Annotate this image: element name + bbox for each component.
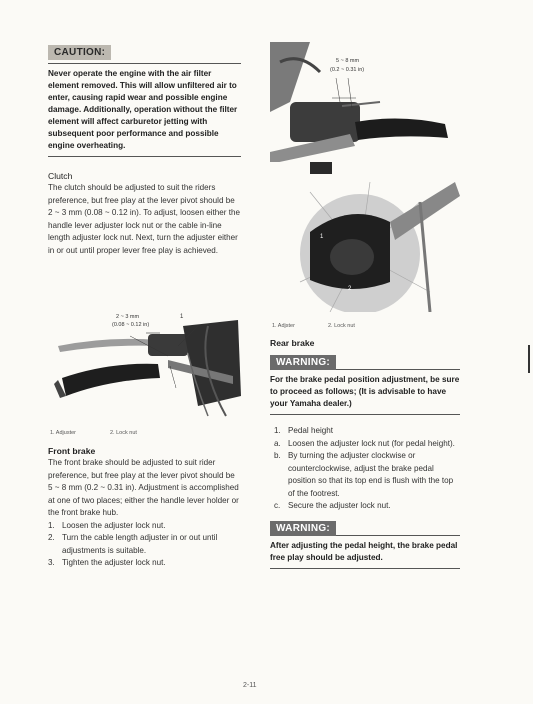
- rear-callout-2: 2: [348, 286, 352, 292]
- list-item: c. Secure the adjuster lock nut.: [274, 501, 391, 510]
- clutch-caption-adjuster: 1. Adjuster: [50, 430, 76, 436]
- caution-text: Never operate the engine with the air filter element removed. This will allow unfiltered air to enter, causing rapid wear and possible engine damage. Additionally, operation without the filter element will affect carburetor jetting with subsequent poor performance and possible engine overheating.: [48, 69, 238, 150]
- front-brake-steps: [48, 520, 241, 570]
- list-item: a. Loosen the adjuster lock nut (for pedal height).: [274, 438, 455, 448]
- front-brake-title: Front brake: [48, 446, 96, 456]
- rear-brake-title: Rear brake: [270, 338, 315, 348]
- rear-callout-1: 1: [320, 234, 324, 240]
- rear-brake-illustration: [270, 162, 460, 312]
- warning2-rule: [270, 568, 460, 569]
- rear-brake-section: [270, 338, 460, 569]
- list-item: 2. Turn the cable length adjuster in or out until adjustments is suitable.: [48, 533, 218, 555]
- page-number: 2-11: [243, 682, 257, 689]
- rear-caption-adjuster: 1. Adjster: [272, 323, 295, 329]
- clutch-dim-mm: 2 ~ 3 mm: [116, 314, 140, 320]
- warning2-text: After adjusting the pedal height, the brake pedal free play should be adjusted.: [270, 540, 458, 562]
- front-brake-figure: [270, 42, 460, 172]
- clutch-caption-locknut: 2. Lock nut: [110, 430, 137, 436]
- margin-bar: [528, 345, 530, 373]
- warning1-label: WARNING:: [270, 355, 336, 370]
- list-item: b. By turning the adjuster clockwise or counterclockwise, adjust the brake pedal position so that its top end is flush with the top of the footrest.: [274, 451, 454, 498]
- rear-brake-steps: [270, 425, 460, 513]
- clutch-callout-1: 1: [180, 314, 184, 320]
- clutch-text: The clutch should be adjusted to suit the riders preference, but free play at the lever pivot should be 2 ~ 3 mm (0.08 ~ 0.12 in). To adjust, loosen either the handle lever adjuster lock nut or the cable in-line length adjuster lock nut. Next, turn the adjuster either in or out until proper lever free play is achieved.: [48, 183, 240, 255]
- front-dim-mm: 5 ~ 8 mm: [336, 58, 360, 64]
- list-item: 3. Tighten the adjuster lock nut.: [48, 558, 166, 567]
- clutch-callout-2: 2: [172, 384, 176, 390]
- clutch-dim-in: (0.08 ~ 0.12 in): [112, 322, 150, 328]
- clutch-figure: [48, 306, 241, 424]
- warning2-header: [270, 521, 460, 536]
- clutch-illustration: [48, 306, 241, 424]
- list-item: 1. Pedal height: [274, 426, 334, 435]
- caution-rule-top: [48, 63, 241, 64]
- left-column: [48, 42, 241, 257]
- clutch-title: Clutch: [48, 171, 73, 181]
- warning1-text: For the brake pedal position adjustment, be sure to proceed as follows; (It is advisable to have your Yamaha dealer.): [270, 375, 460, 408]
- rear-caption-locknut: 2. Lock nut: [328, 323, 355, 329]
- list-item: 1. Loosen the adjuster lock nut.: [48, 520, 166, 530]
- warning1-header: [270, 355, 460, 370]
- front-dim-in: (0.2 ~ 0.31 in): [330, 67, 365, 73]
- warning2-label: WARNING:: [270, 521, 336, 536]
- front-brake-illustration: [270, 42, 460, 172]
- front-brake-text: The front brake should be adjusted to suit rider preference, but free play at the lever pivot should be 5 ~ 8 mm (0.2 ~ 0.31 in). Adjustment is accomplished at one of two places; either the handle lever holder or the front brake hub.: [48, 458, 239, 517]
- front-brake-section: [48, 446, 241, 570]
- rear-brake-figure: [270, 162, 460, 312]
- caution-label: CAUTION:: [48, 45, 111, 60]
